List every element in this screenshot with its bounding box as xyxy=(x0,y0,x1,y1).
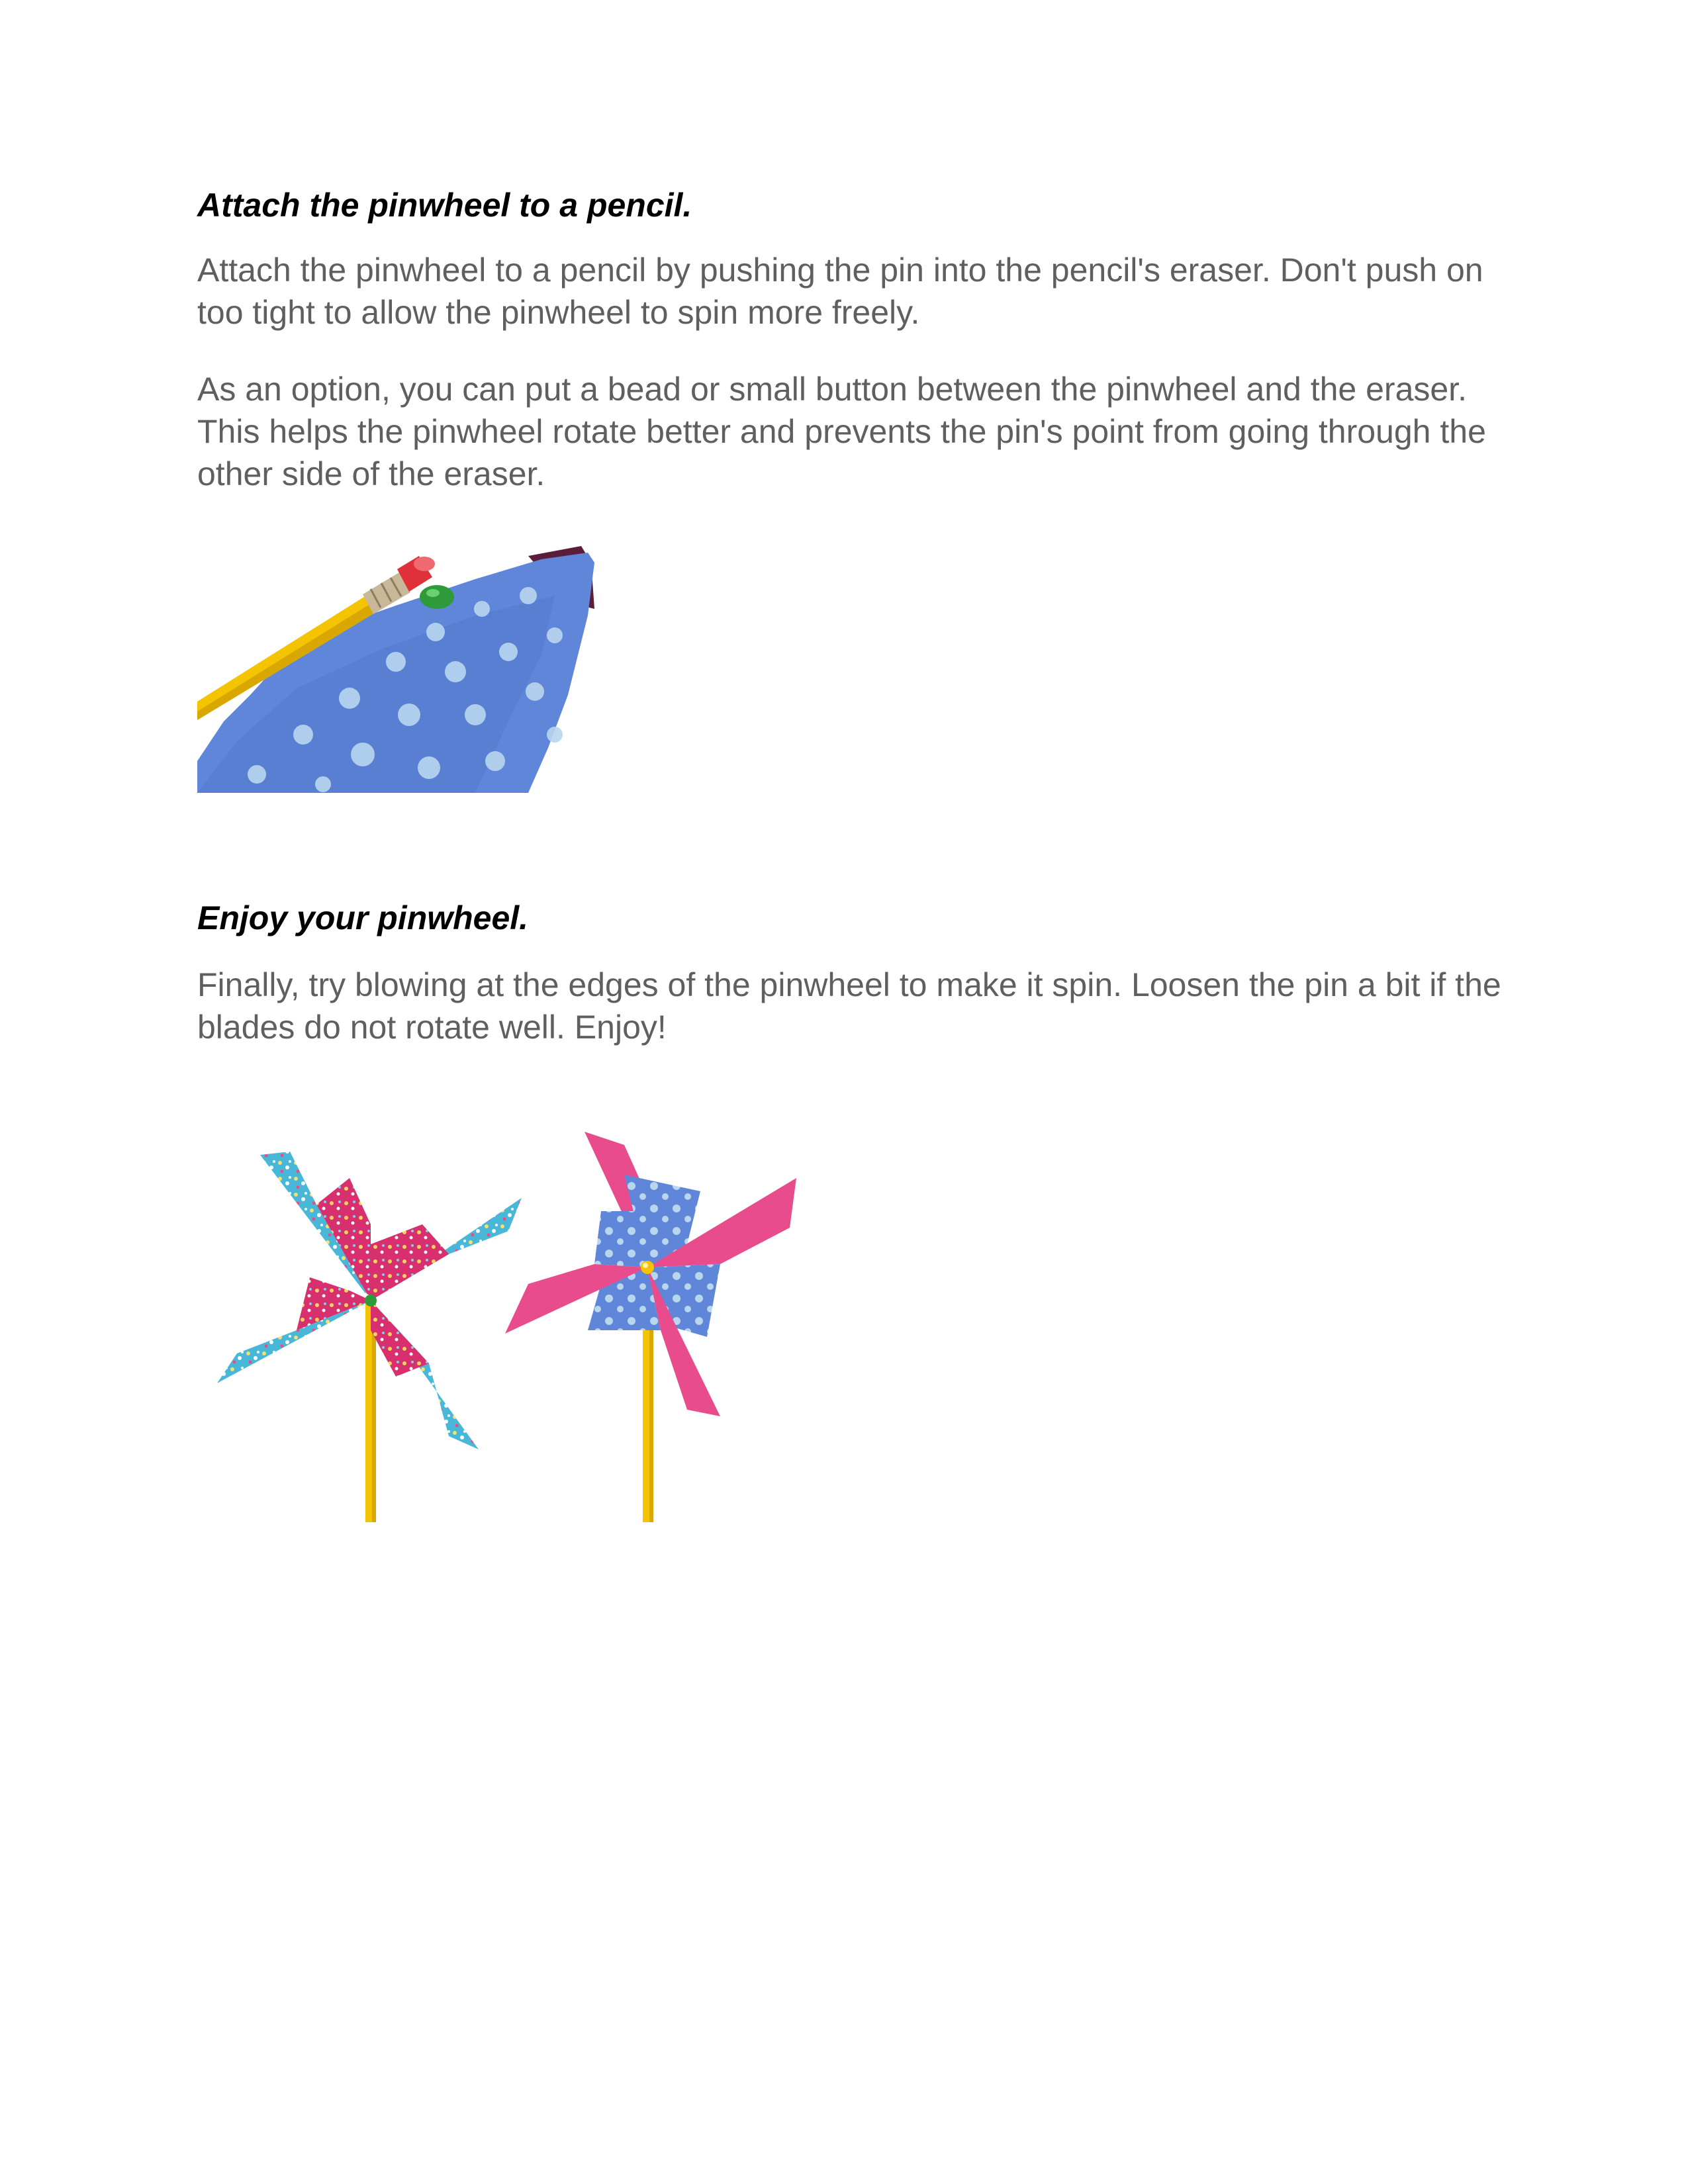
pencil-pinwheel-photo xyxy=(197,523,602,793)
paragraph-attach-instructions: Attach the pinwheel to a pencil by pushing the pin into the pencil's eraser. Don't push on too tight to allow the pinwheel to spin more freely. xyxy=(197,251,1483,331)
finished-pinwheels-photo xyxy=(197,1112,814,1522)
heading-attach-pinwheel: Attach the pinwheel to a pencil. xyxy=(197,187,692,224)
heading-enjoy-pinwheel: Enjoy your pinwheel. xyxy=(197,899,529,936)
paragraph-bead-option: As an option, you can put a bead or small button between the pinwheel and the eraser. This helps the pinwheel rotate better and prevents the pin's point from going through the other side of the eraser. xyxy=(197,371,1486,492)
paragraph-finally-instructions: Finally, try blowing at the edges of the pinwheel to make it spin. Loosen the pin a bit if the blades do not rotate well. Enjoy! xyxy=(197,966,1501,1046)
